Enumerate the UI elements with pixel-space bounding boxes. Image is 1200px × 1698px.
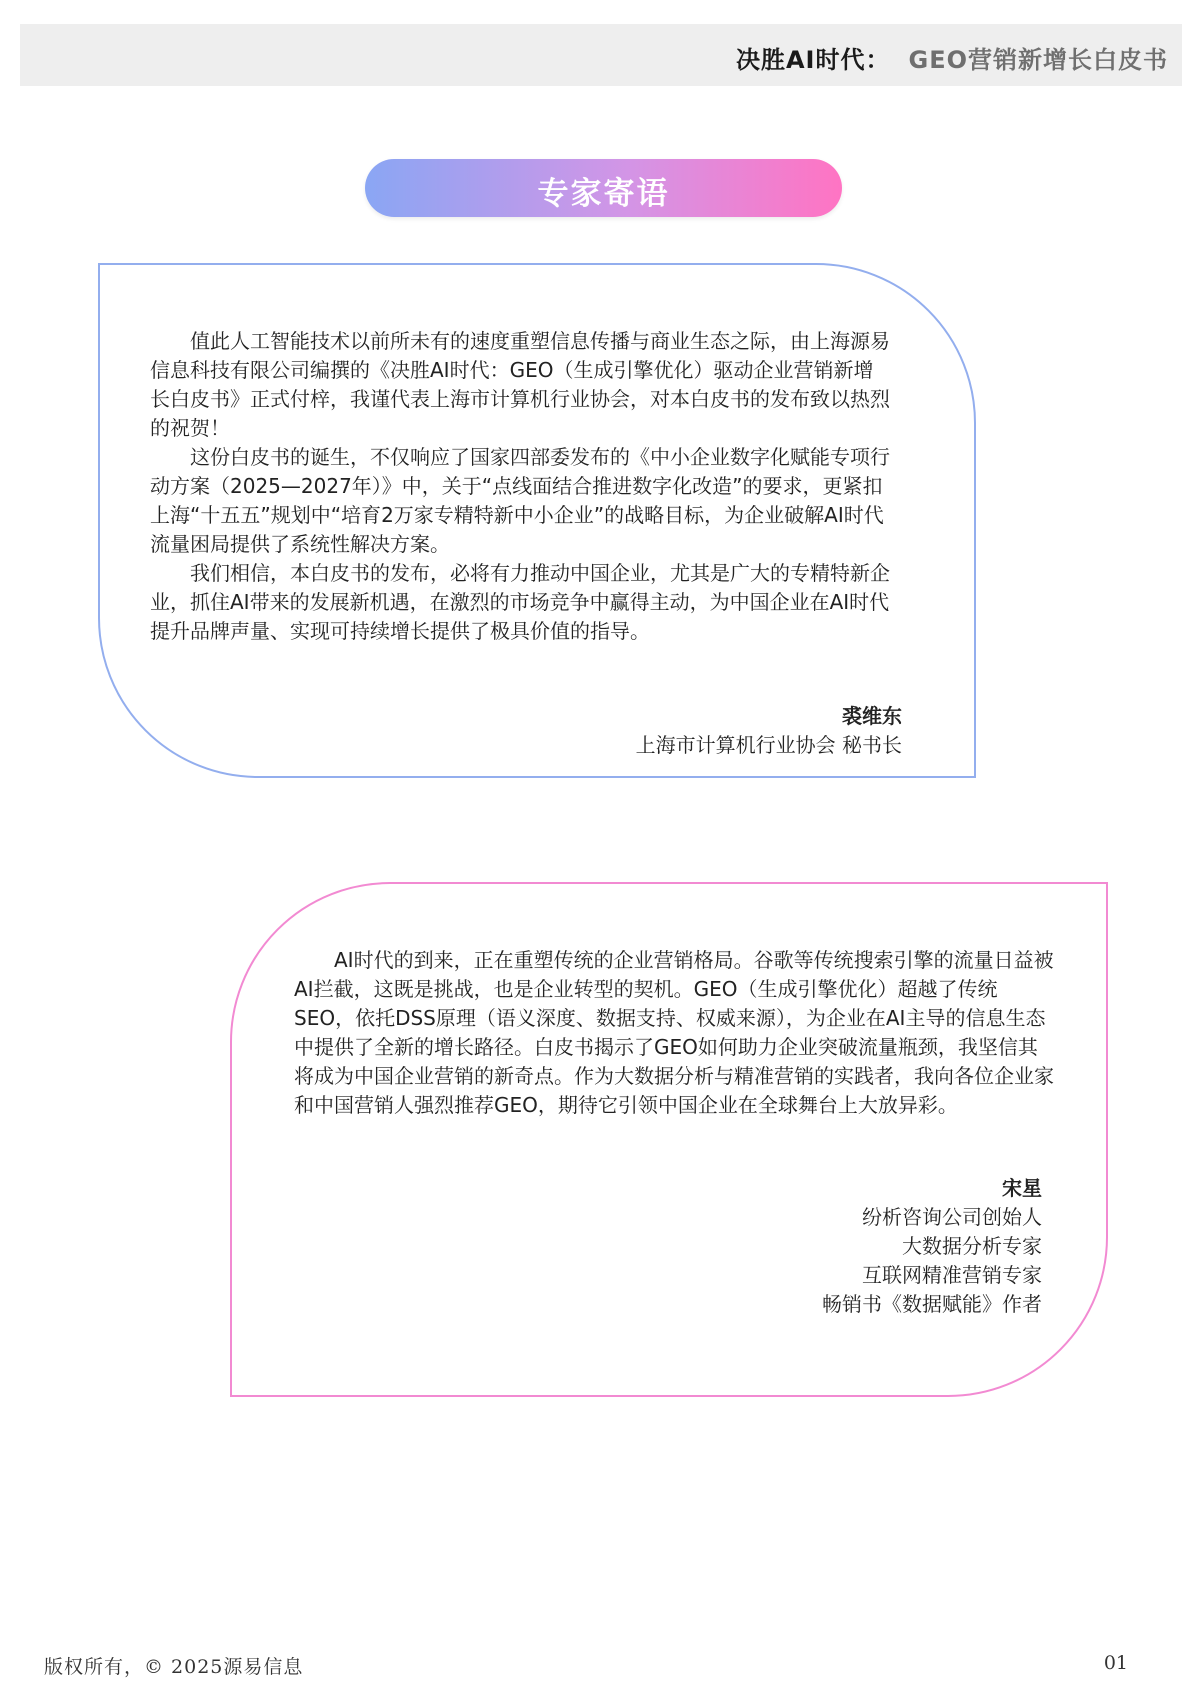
signature-title: 上海市计算机行业协会 秘书长 [635,733,902,757]
document-title-sub: GEO营销新增长白皮书 [908,46,1168,74]
message-paragraph: 这份白皮书的诞生，不仅响应了国家四部委发布的《中小企业数字化赋能专项行动方案（2025—2027年）》中，关于“点线面结合推进数字化改造”的要求，更紧扣上海“十五五”规划中“培育2万家专精特新中小企业”的战略目标，为企业破解AI时代流量困局提供了系统性解决方案。 [150,445,890,556]
footer-copyright: 版权所有，© 2025源易信息 [44,1656,304,1678]
section-title: 专家寄语 [537,176,670,212]
document-title [736,40,1168,75]
signature-name: 宋星 [1002,1176,1042,1200]
message-paragraph: 值此人工智能技术以前所未有的速度重塑信息传播与商业生态之际，由上海源易信息科技有限公司编撰的《决胜AI时代：GEO（生成引擎优化）驱动企业营销新增长白皮书》正式付梓，我谨代表上海市计算机行业协会，对本白皮书的发布致以热烈的祝贺！ [150,329,890,440]
message-paragraph: 我们相信，本白皮书的发布，必将有力推动中国企业，尤其是广大的专精特新企业，抓住AI带来的发展新机遇，在激烈的市场竞争中赢得主动，为中国企业在AI时代提升品牌声量、实现可持续增长提供了极具价值的指导。 [150,561,890,643]
signature-title: 纷析咨询公司创始人 [862,1205,1042,1229]
expert-message-card-2 [230,882,1108,1397]
header-bar [20,24,1182,86]
document-title-main: 决胜AI时代： [735,46,891,74]
page-number: 01 [1103,1652,1128,1674]
signature-title: 大数据分析专家 [902,1234,1042,1258]
signature-block-2 [822,1174,1042,1319]
expert-message-card-1 [98,263,976,778]
message-paragraph: AI时代的到来，正在重塑传统的企业营销格局。谷歌等传统搜索引擎的流量日益被AI拦截，这既是挑战，也是企业转型的契机。GEO（生成引擎优化）超越了传统SEO，依托DSS原理（语义深度、数据支持、权威来源），为企业在AI主导的信息生态中提供了全新的增长路径。白皮书揭示了GEO如何助力企业突破流量瓶颈，我坚信其将成为中国企业营销的新奇点。作为大数据分析与精准营销的实践者，我向各位企业家和中国营销人强烈推荐GEO，期待它引领中国企业在全球舞台上大放异彩。 [294,948,1054,1117]
signature-block-1 [636,702,902,760]
section-title-banner [365,159,842,217]
message-body-1 [150,327,892,646]
signature-title: 畅销书《数据赋能》作者 [822,1292,1042,1316]
message-body-2 [294,946,1054,1120]
signature-title: 互联网精准营销专家 [862,1263,1042,1287]
signature-name: 裘维东 [842,704,902,728]
